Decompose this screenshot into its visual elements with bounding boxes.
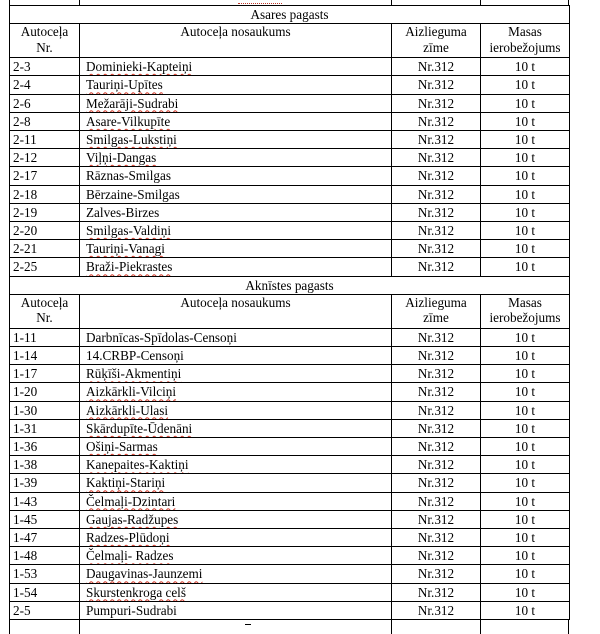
sign-cell: Nr.312: [392, 149, 481, 167]
mass-cell: 10 t: [481, 419, 570, 437]
road-name: Zalves-Birzes: [86, 204, 160, 220]
mass-cell: 10 t: [481, 258, 570, 276]
sign-cell: Nr.312: [392, 438, 481, 456]
mass-cell: 10 t: [481, 547, 570, 565]
sign-cell: Nr.312: [392, 419, 481, 437]
road-name: Kaktiņi-Stariņi: [86, 475, 166, 491]
mass-cell: 10 t: [481, 131, 570, 149]
mass-cell: 10 t: [481, 222, 570, 240]
sign-cell: Nr.312: [392, 529, 481, 547]
sign-cell: Nr.312: [392, 167, 481, 185]
road-name-cell: [80, 474, 392, 492]
road-number-cell: 1-36: [10, 438, 80, 456]
header-cell: [10, 24, 80, 58]
road-number-cell: 2-6: [10, 94, 80, 112]
table-row: [10, 456, 570, 474]
road-name-cell: [80, 258, 392, 276]
road-name-cell: [80, 419, 392, 437]
road-name-cell: [80, 456, 392, 474]
road-name-cell: [80, 131, 392, 149]
road-number-cell: 2-19: [10, 203, 80, 221]
header-row: [10, 24, 570, 58]
road-number-cell: 1-14: [10, 347, 80, 365]
road-name-cell: [80, 601, 392, 619]
mass-cell: 10 t: [481, 58, 570, 76]
table-row: [10, 565, 570, 583]
table-row: [10, 365, 570, 383]
table-row: [10, 131, 570, 149]
mass-cell: 10 t: [481, 529, 570, 547]
road-number-cell: 1-47: [10, 529, 80, 547]
table-row: [10, 583, 570, 601]
road-name: Aizkārkli-Vilciņi: [86, 384, 177, 400]
table-row: [10, 474, 570, 492]
sign-cell: Nr.312: [392, 474, 481, 492]
road-name-cell: [80, 240, 392, 258]
header-line: Autoceļa nosaukums: [180, 294, 291, 310]
mass-cell: 10 t: [481, 240, 570, 258]
road-number-cell: 2-20: [10, 222, 80, 240]
sign-cell: Nr.312: [392, 185, 481, 203]
header-row: [10, 294, 570, 328]
header-line: zīme: [423, 310, 449, 326]
road-name: Kanepaites-Kaktiņi: [86, 457, 189, 473]
header-line: ierobežojums: [489, 310, 561, 326]
road-name: Rāznas-Smilgas: [86, 168, 171, 184]
road-number-cell: 1-43: [10, 492, 80, 510]
road-name: Braži-Piekrastes: [86, 259, 173, 275]
header-cell: [80, 24, 392, 58]
table-row: [10, 547, 570, 565]
weight-restriction-table: [9, 5, 570, 620]
mass-cell: 10 t: [481, 565, 570, 583]
road-name-cell: [80, 167, 392, 185]
road-name-cell: [80, 365, 392, 383]
mass-cell: 10 t: [481, 203, 570, 221]
road-name: Smilgas-Valdiņi: [86, 223, 171, 239]
mass-cell: 10 t: [481, 347, 570, 365]
road-name-cell: [80, 529, 392, 547]
road-name-cell: [80, 583, 392, 601]
sign-cell: Nr.312: [392, 112, 481, 130]
header-cell: [481, 294, 570, 328]
header-cell: [392, 24, 481, 58]
road-number-cell: 1-38: [10, 456, 80, 474]
header-line: Masas: [508, 294, 542, 310]
mass-cell: 10 t: [481, 365, 570, 383]
road-name-cell: [80, 94, 392, 112]
road-name-cell: [80, 510, 392, 528]
sign-cell: Nr.312: [392, 347, 481, 365]
road-name-cell: [80, 76, 392, 94]
header-line: Autoceļa nosaukums: [180, 24, 291, 40]
road-name: Daugavinas-Jaunzemi: [86, 566, 203, 582]
road-number-cell: 2-12: [10, 149, 80, 167]
header-cell: [80, 294, 392, 328]
sign-cell: Nr.312: [392, 456, 481, 474]
sign-cell: Nr.312: [392, 76, 481, 94]
road-name: Mežarāji-Sudrabi: [86, 95, 179, 111]
road-name: Radzes-Plūdoņi: [86, 530, 170, 546]
road-name: Tauriņi-Upītes: [86, 77, 163, 93]
sign-cell: Nr.312: [392, 401, 481, 419]
header-cell: [392, 294, 481, 328]
header-line: zīme: [423, 39, 449, 55]
road-name: 14.CRBP-Censoņi: [86, 348, 184, 364]
road-name: Skurstenkroga celš: [86, 584, 186, 600]
table-row: [10, 328, 570, 346]
road-name-cell: [80, 203, 392, 221]
road-number-cell: 1-54: [10, 583, 80, 601]
road-number-cell: 1-39: [10, 474, 80, 492]
next-table-edge: [9, 620, 569, 634]
table-row: [10, 76, 570, 94]
road-name: Asare-Vilkupīte: [86, 113, 171, 129]
road-number-cell: 1-53: [10, 565, 80, 583]
sign-cell: Nr.312: [392, 492, 481, 510]
road-number-cell: 2-5: [10, 601, 80, 619]
table-row: [10, 401, 570, 419]
table-row: [10, 167, 570, 185]
sign-cell: Nr.312: [392, 510, 481, 528]
header-line: Aizlieguma: [405, 24, 467, 40]
road-name: Smilgas-Lukstiņi: [86, 132, 177, 148]
road-number-cell: 2-18: [10, 185, 80, 203]
table-row: [10, 149, 570, 167]
table-row: [10, 58, 570, 76]
mass-cell: 10 t: [481, 149, 570, 167]
road-number-cell: 2-17: [10, 167, 80, 185]
road-name-cell: [80, 492, 392, 510]
road-name: Bērzaine-Smilgas: [86, 186, 180, 202]
road-name-cell: [80, 185, 392, 203]
table-row: [10, 601, 570, 619]
section-title: Aknīstes pagasts: [10, 276, 570, 294]
mass-cell: 10 t: [481, 401, 570, 419]
section-title: Asares pagasts: [10, 6, 570, 24]
sign-cell: Nr.312: [392, 601, 481, 619]
mass-cell: 10 t: [481, 583, 570, 601]
table-row: [10, 112, 570, 130]
mass-cell: 10 t: [481, 112, 570, 130]
road-name-cell: [80, 328, 392, 346]
road-number-cell: 2-3: [10, 58, 80, 76]
road-number-cell: 2-8: [10, 112, 80, 130]
road-name: Gaujas-Radžupes: [86, 511, 179, 527]
header-line: Autoceļa: [20, 24, 69, 40]
road-name-cell: [80, 438, 392, 456]
road-number-cell: 2-4: [10, 76, 80, 94]
header-line: Autoceļa: [20, 294, 69, 310]
table-row: [10, 203, 570, 221]
table-row: [10, 510, 570, 528]
mass-cell: 10 t: [481, 510, 570, 528]
mass-cell: 10 t: [481, 185, 570, 203]
mass-cell: 10 t: [481, 601, 570, 619]
table-row: [10, 240, 570, 258]
section-row: [10, 6, 570, 24]
road-number-cell: 1-17: [10, 365, 80, 383]
road-name-cell: [80, 383, 392, 401]
mass-cell: 10 t: [481, 328, 570, 346]
sign-cell: Nr.312: [392, 240, 481, 258]
road-name-cell: [80, 112, 392, 130]
sign-cell: Nr.312: [392, 258, 481, 276]
road-name-cell: [80, 347, 392, 365]
road-number-cell: 1-45: [10, 510, 80, 528]
road-number-cell: 1-30: [10, 401, 80, 419]
road-number-cell: 1-20: [10, 383, 80, 401]
header-cell: [10, 294, 80, 328]
road-name-cell: [80, 547, 392, 565]
sign-cell: Nr.312: [392, 131, 481, 149]
sign-cell: Nr.312: [392, 383, 481, 401]
road-number-cell: 1-31: [10, 419, 80, 437]
sign-cell: Nr.312: [392, 94, 481, 112]
table-row: [10, 383, 570, 401]
mass-cell: 10 t: [481, 383, 570, 401]
road-name: Dominieki-Kapteiņi: [86, 59, 193, 75]
sign-cell: Nr.312: [392, 583, 481, 601]
road-name: Viļņi-Dangas: [86, 150, 157, 166]
header-line: ierobežojums: [489, 39, 561, 55]
road-number-cell: 1-48: [10, 547, 80, 565]
mass-cell: 10 t: [481, 474, 570, 492]
sign-cell: Nr.312: [392, 547, 481, 565]
table-row: [10, 492, 570, 510]
sign-cell: Nr.312: [392, 222, 481, 240]
road-name-cell: [80, 565, 392, 583]
table-row: [10, 438, 570, 456]
mass-cell: 10 t: [481, 76, 570, 94]
mass-cell: 10 t: [481, 438, 570, 456]
sign-cell: Nr.312: [392, 58, 481, 76]
document-page: [9, 0, 569, 634]
mass-cell: 10 t: [481, 456, 570, 474]
sign-cell: Nr.312: [392, 365, 481, 383]
road-name-cell: [80, 58, 392, 76]
road-name: Tauriņi-Vanagi: [86, 241, 165, 257]
mass-cell: 10 t: [481, 167, 570, 185]
road-number-cell: 2-21: [10, 240, 80, 258]
road-number-cell: 1-11: [10, 328, 80, 346]
sign-cell: Nr.312: [392, 565, 481, 583]
table-row: [10, 222, 570, 240]
road-name: Pumpuri-Sudrabi: [86, 602, 177, 618]
header-cell: [481, 24, 570, 58]
header-line: Nr.: [36, 310, 53, 326]
table-row: [10, 419, 570, 437]
road-name: Aizkārkli-Ulasi: [86, 402, 169, 418]
road-number-cell: 2-25: [10, 258, 80, 276]
previous-table-edge: [9, 0, 569, 5]
road-name: Skārdupīte-Ūdenāni: [86, 420, 193, 436]
road-name-cell: [80, 222, 392, 240]
table-row: [10, 94, 570, 112]
table-row: [10, 258, 570, 276]
mass-cell: 10 t: [481, 492, 570, 510]
mass-cell: 10 t: [481, 94, 570, 112]
header-line: Nr.: [36, 39, 53, 55]
table-row: [10, 529, 570, 547]
road-name: Čelmaļi- Radzes: [86, 548, 174, 564]
road-name-cell: [80, 149, 392, 167]
sign-cell: Nr.312: [392, 328, 481, 346]
header-line: Aizlieguma: [405, 294, 467, 310]
sign-cell: Nr.312: [392, 203, 481, 221]
road-name: Darbnīcas-Spīdolas-Censoņi: [86, 329, 237, 345]
table-row: [10, 347, 570, 365]
road-name: Čelmaļi-Dzintari: [86, 493, 176, 509]
header-line: Masas: [508, 24, 542, 40]
section-row: [10, 276, 570, 294]
road-number-cell: 2-11: [10, 131, 80, 149]
road-name-cell: [80, 401, 392, 419]
table-row: [10, 185, 570, 203]
road-name: Ošiņi-Sarmas: [86, 439, 158, 455]
road-name: Rūķīši-Akmentiņi: [86, 366, 182, 382]
